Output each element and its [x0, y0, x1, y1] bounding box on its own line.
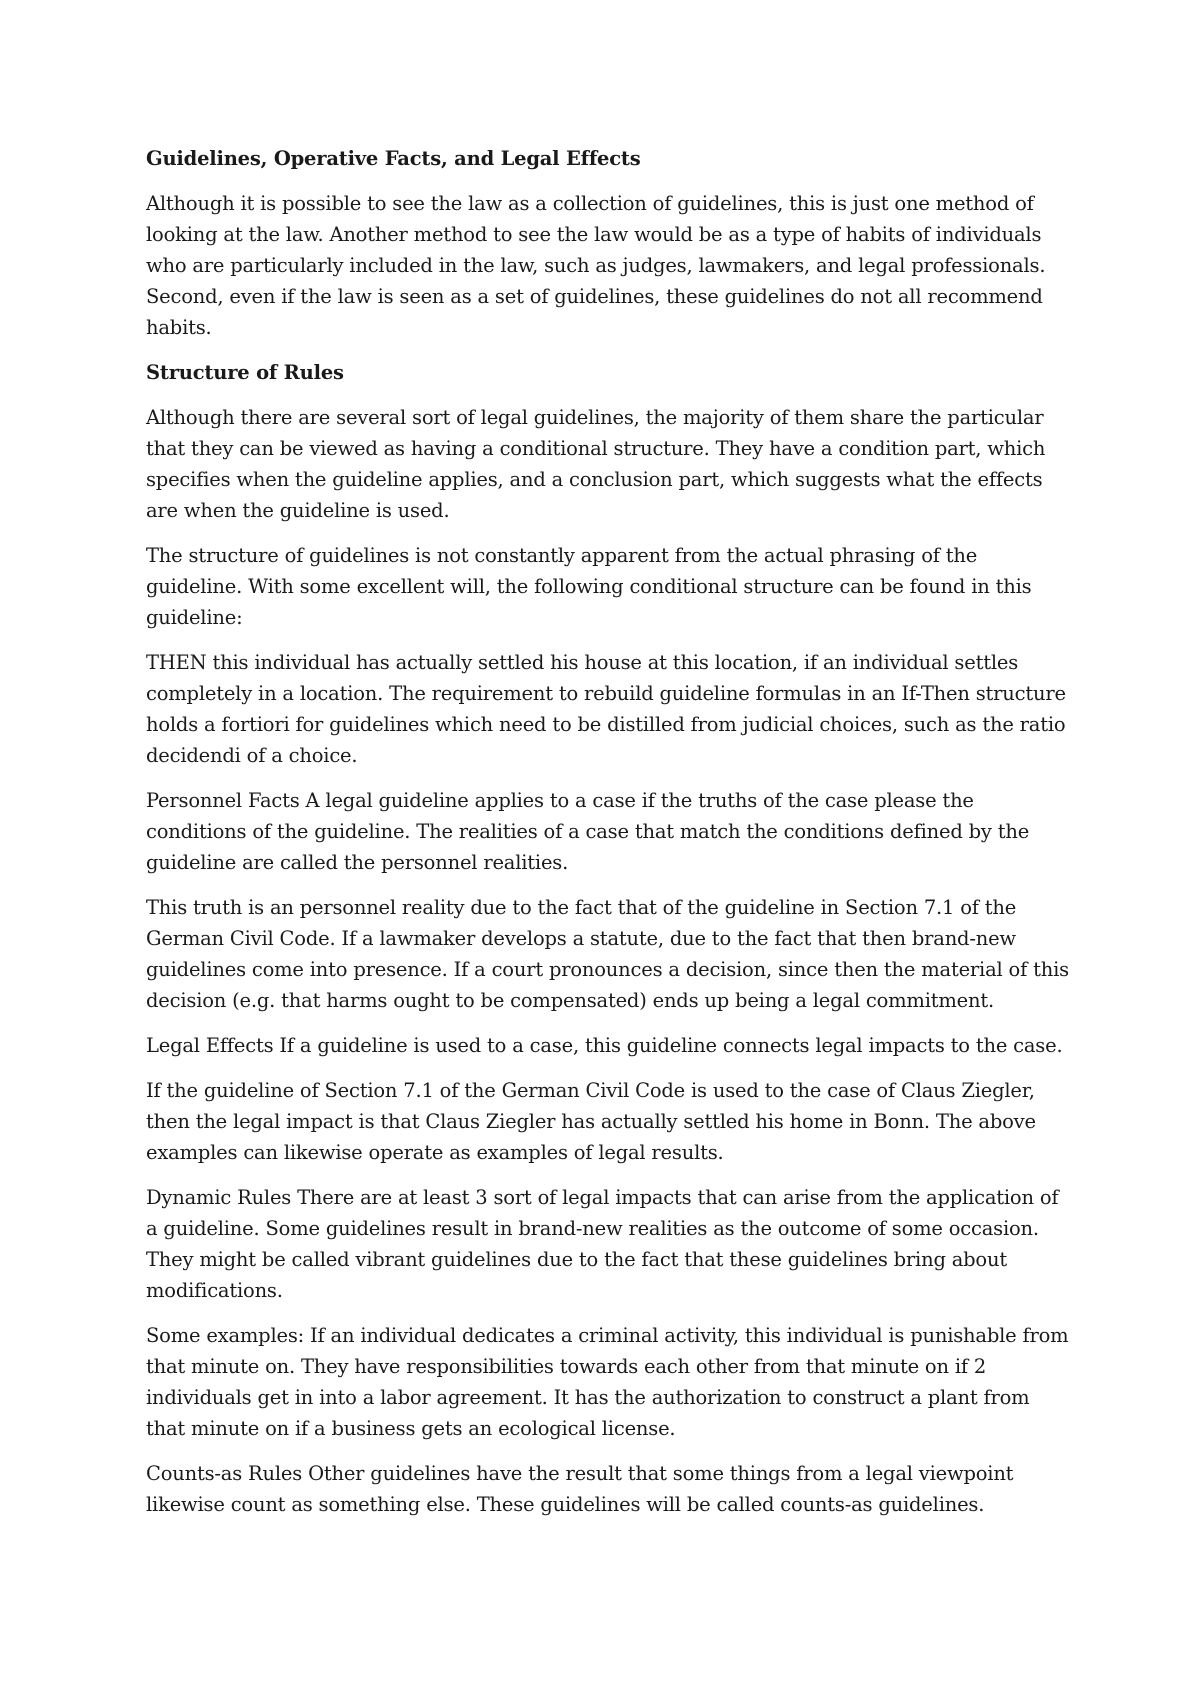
paragraph: This truth is an personnel reality due to the fact that of the guideline in Section 7.1 of the German Civil Code. If a lawmaker develops a statute, due to the fact that then brand-new guidelines come into presence. If a court pronounces a decision, since then the material of this decision (e.g. that harms ought to be compensated) ends up being a legal commitment. [146, 896, 1069, 1012]
paragraph: Although it is possible to see the law as a collection of guidelines, this is just one method of looking at the law. Another method to see the law would be as a type of habits of individuals who are particularly included in the law, such as judges, lawmakers, and legal professionals. Second, even if the law is seen as a set of guidelines, these guidelines do not all recommend habits. [146, 192, 1046, 339]
section-heading: Guidelines, Operative Facts, and Legal Effects [146, 147, 641, 170]
paragraph: Dynamic Rules There are at least 3 sort of legal impacts that can arise from the application of a guideline. Some guidelines result in brand-new realities as the outcome of some occasion. They might be called vibrant guidelines due to the fact that these guidelines bring about modifications. [146, 1186, 1059, 1302]
paragraph: Legal Effects If a guideline is used to a case, this guideline connects legal impacts to the case. [146, 1034, 1063, 1057]
paragraph: Although there are several sort of legal guidelines, the majority of them share the particular that they can be viewed as having a conditional structure. They have a condition part, which specifies when the guideline applies, and a conclusion part, which suggests what the effects are when the guideline is used. [146, 406, 1046, 522]
paragraph: Counts-as Rules Other guidelines have the result that some things from a legal viewpoint likewise count as something else. These guidelines will be called counts-as guidelines. [146, 1462, 1014, 1516]
paragraph: THEN this individual has actually settled his house at this location, if an individual settles completely in a location. The requirement to rebuild guideline formulas in an If-Then structure holds a fortiori for guidelines which need to be distilled from judicial choices, such as the ratio decidendi of a choice. [146, 651, 1066, 767]
document-body [146, 143, 1071, 1534]
paragraph: If the guideline of Section 7.1 of the German Civil Code is used to the case of Claus Ziegler, then the legal impact is that Claus Ziegler has actually settled his home in Bonn. The above examples can likewise operate as examples of legal results. [146, 1079, 1036, 1164]
paragraph: Some examples: If an individual dedicates a criminal activity, this individual is punishable from that minute on. They have responsibilities towards each other from that minute on if 2 individuals get in into a labor agreement. It has the authorization to construct a plant from that minute on if a business gets an ecological license. [146, 1324, 1069, 1440]
paragraph: The structure of guidelines is not constantly apparent from the actual phrasing of the guideline. With some excellent will, the following conditional structure can be found in this guideline: [146, 544, 1032, 629]
paragraph: Personnel Facts A legal guideline applies to a case if the truths of the case please the conditions of the guideline. The realities of a case that match the conditions defined by the guideline are called the personnel realities. [146, 789, 1030, 874]
section-heading: Structure of Rules [146, 361, 344, 384]
